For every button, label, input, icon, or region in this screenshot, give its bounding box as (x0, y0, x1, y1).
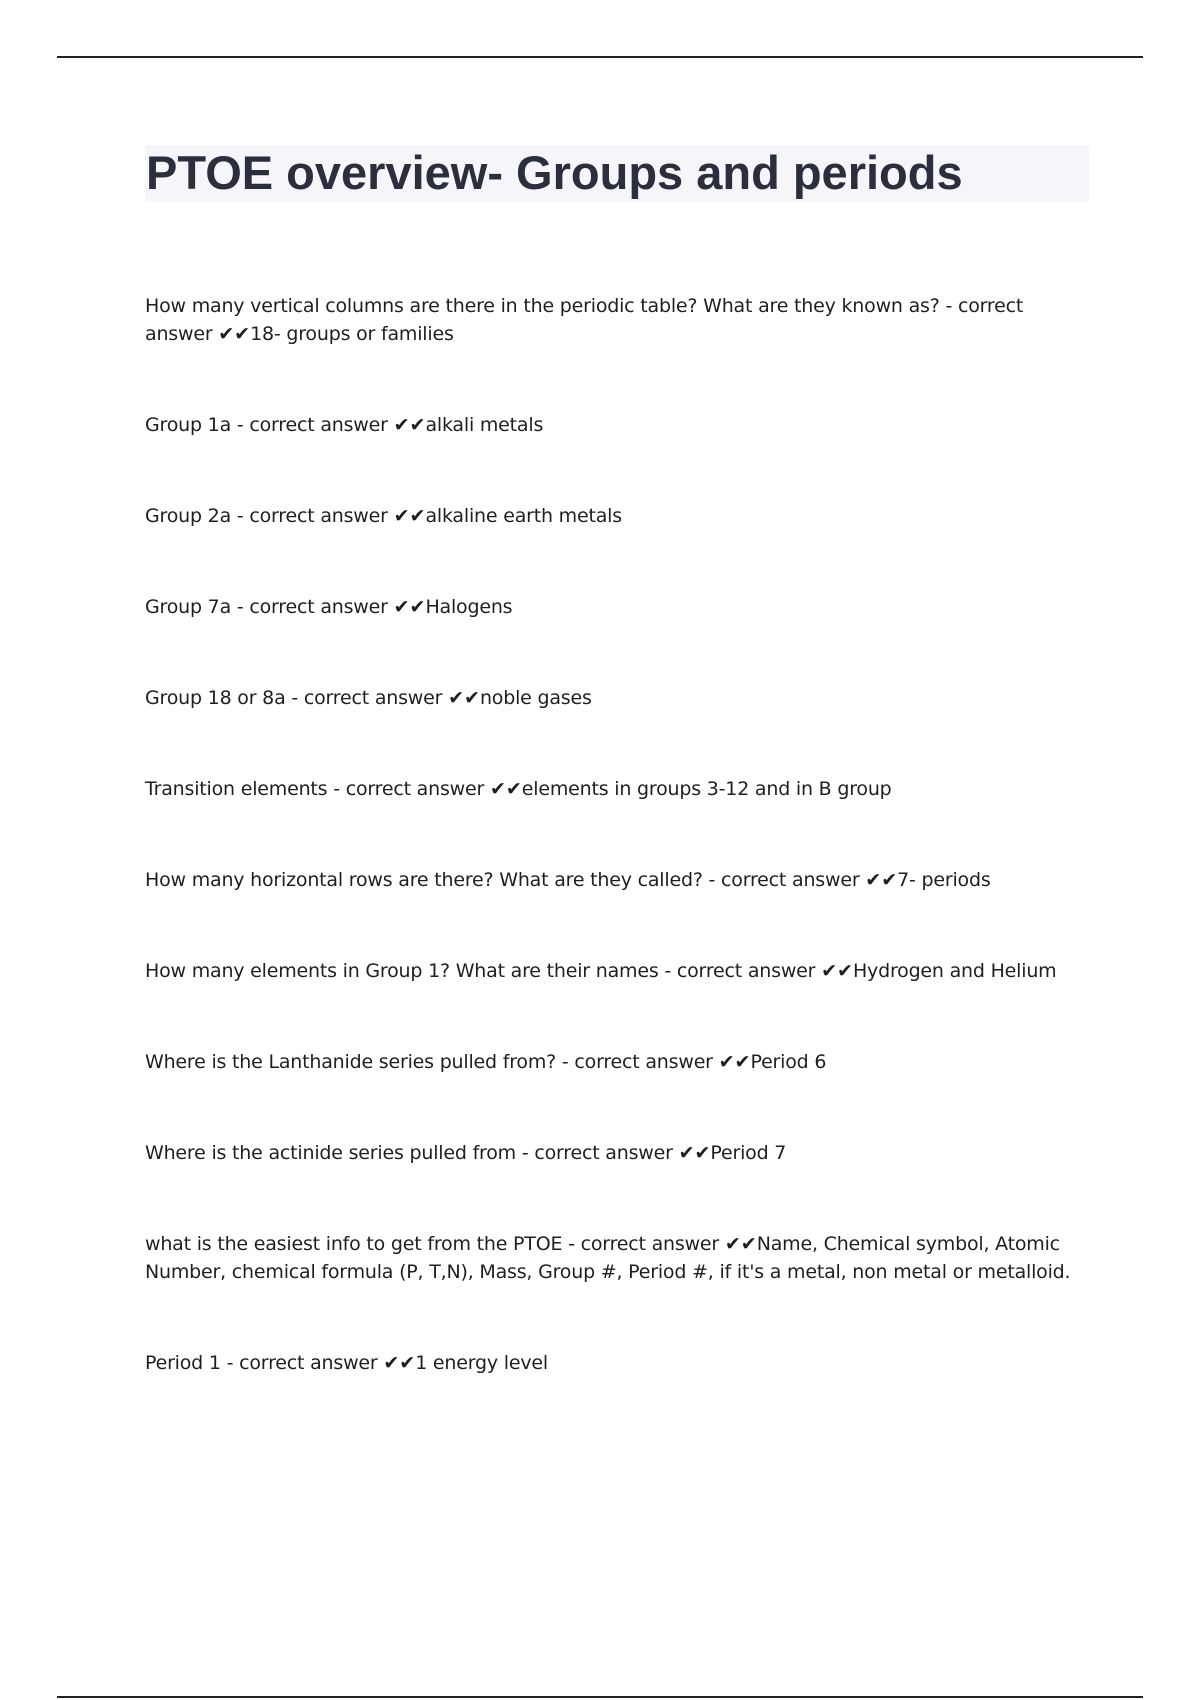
qa-answer: alkaline earth metals (425, 505, 622, 527)
qa-item (145, 411, 1075, 439)
double-check-icon: ✔✔ (489, 778, 522, 800)
qa-item (145, 502, 1075, 530)
qa-answer: Period 6 (750, 1051, 827, 1073)
qa-item (145, 1349, 1075, 1377)
qa-question: Period 1 (145, 1352, 221, 1374)
qa-separator: - correct answer (562, 1233, 725, 1255)
qa-separator: - correct answer (231, 596, 394, 618)
qa-question: Group 18 or 8a (145, 687, 286, 709)
qa-item (145, 1048, 1075, 1076)
qa-question: Group 1a (145, 414, 232, 436)
qa-item (145, 292, 1075, 348)
qa-answer: Name, Chemical symbol, Atomic Number, chemical formula (P, T,N), Mass, Group #, Period #, if it's a metal, non metal or metalloid. (145, 1233, 1071, 1283)
qa-item (145, 775, 1075, 803)
double-check-icon: ✔✔ (678, 1142, 711, 1164)
qa-question: Transition elements (145, 778, 328, 800)
qa-answer: 18- groups or families (250, 323, 454, 345)
qa-answer: 1 energy level (415, 1352, 548, 1374)
qa-question: How many vertical columns are there in the periodic table? What are they known as? (145, 295, 940, 317)
qa-separator: - correct answer (231, 505, 394, 527)
qa-item (145, 1230, 1075, 1286)
qa-question: How many horizontal rows are there? What are they called? (145, 869, 703, 891)
qa-separator: - correct answer (327, 778, 490, 800)
qa-separator: - correct answer (231, 414, 394, 436)
double-check-icon: ✔✔ (393, 505, 426, 527)
qa-separator: - correct answer (220, 1352, 384, 1374)
double-check-icon: ✔✔ (383, 1352, 416, 1374)
qa-answer: 7- periods (897, 869, 991, 891)
qa-separator: - correct answer (658, 960, 822, 982)
qa-separator: - correct answer (145, 295, 1024, 345)
qa-answer: alkali metals (425, 414, 544, 436)
double-check-icon: ✔✔ (218, 323, 251, 345)
double-check-icon: ✔✔ (393, 414, 426, 436)
qa-answer: Hydrogen and Helium (852, 960, 1057, 982)
double-check-icon: ✔✔ (724, 1233, 757, 1255)
double-check-icon: ✔✔ (393, 596, 426, 618)
qa-item (145, 1139, 1075, 1167)
qa-question: what is the easiest info to get from the PTOE (145, 1233, 563, 1255)
qa-item (145, 866, 1075, 894)
double-check-icon: ✔✔ (821, 960, 853, 982)
top-rule (57, 56, 1143, 58)
qa-answer: elements in groups 3-12 and in B group (521, 778, 892, 800)
qa-item (145, 957, 1075, 985)
qa-question: Group 7a (145, 596, 232, 618)
qa-answer: Halogens (425, 596, 513, 618)
qa-separator: - correct answer (702, 869, 866, 891)
qa-answer: Period 7 (710, 1142, 787, 1164)
qa-question: Group 2a (145, 505, 232, 527)
bottom-rule (57, 1696, 1143, 1698)
double-check-icon: ✔✔ (865, 869, 898, 891)
double-check-icon: ✔✔ (718, 1051, 751, 1073)
qa-answer: noble gases (479, 687, 592, 709)
qa-question: Where is the actinide series pulled from (145, 1142, 516, 1164)
qa-question: How many elements in Group 1? What are their names (145, 960, 659, 982)
qa-question: Where is the Lanthanide series pulled from? (145, 1051, 557, 1073)
qa-item (145, 593, 1075, 621)
qa-separator: - correct answer (515, 1142, 679, 1164)
qa-separator: - correct answer (285, 687, 449, 709)
page-title: PTOE overview- Groups and periods (146, 146, 963, 199)
double-check-icon: ✔✔ (448, 687, 480, 709)
qa-separator: - correct answer (556, 1051, 719, 1073)
qa-item (145, 684, 1075, 712)
